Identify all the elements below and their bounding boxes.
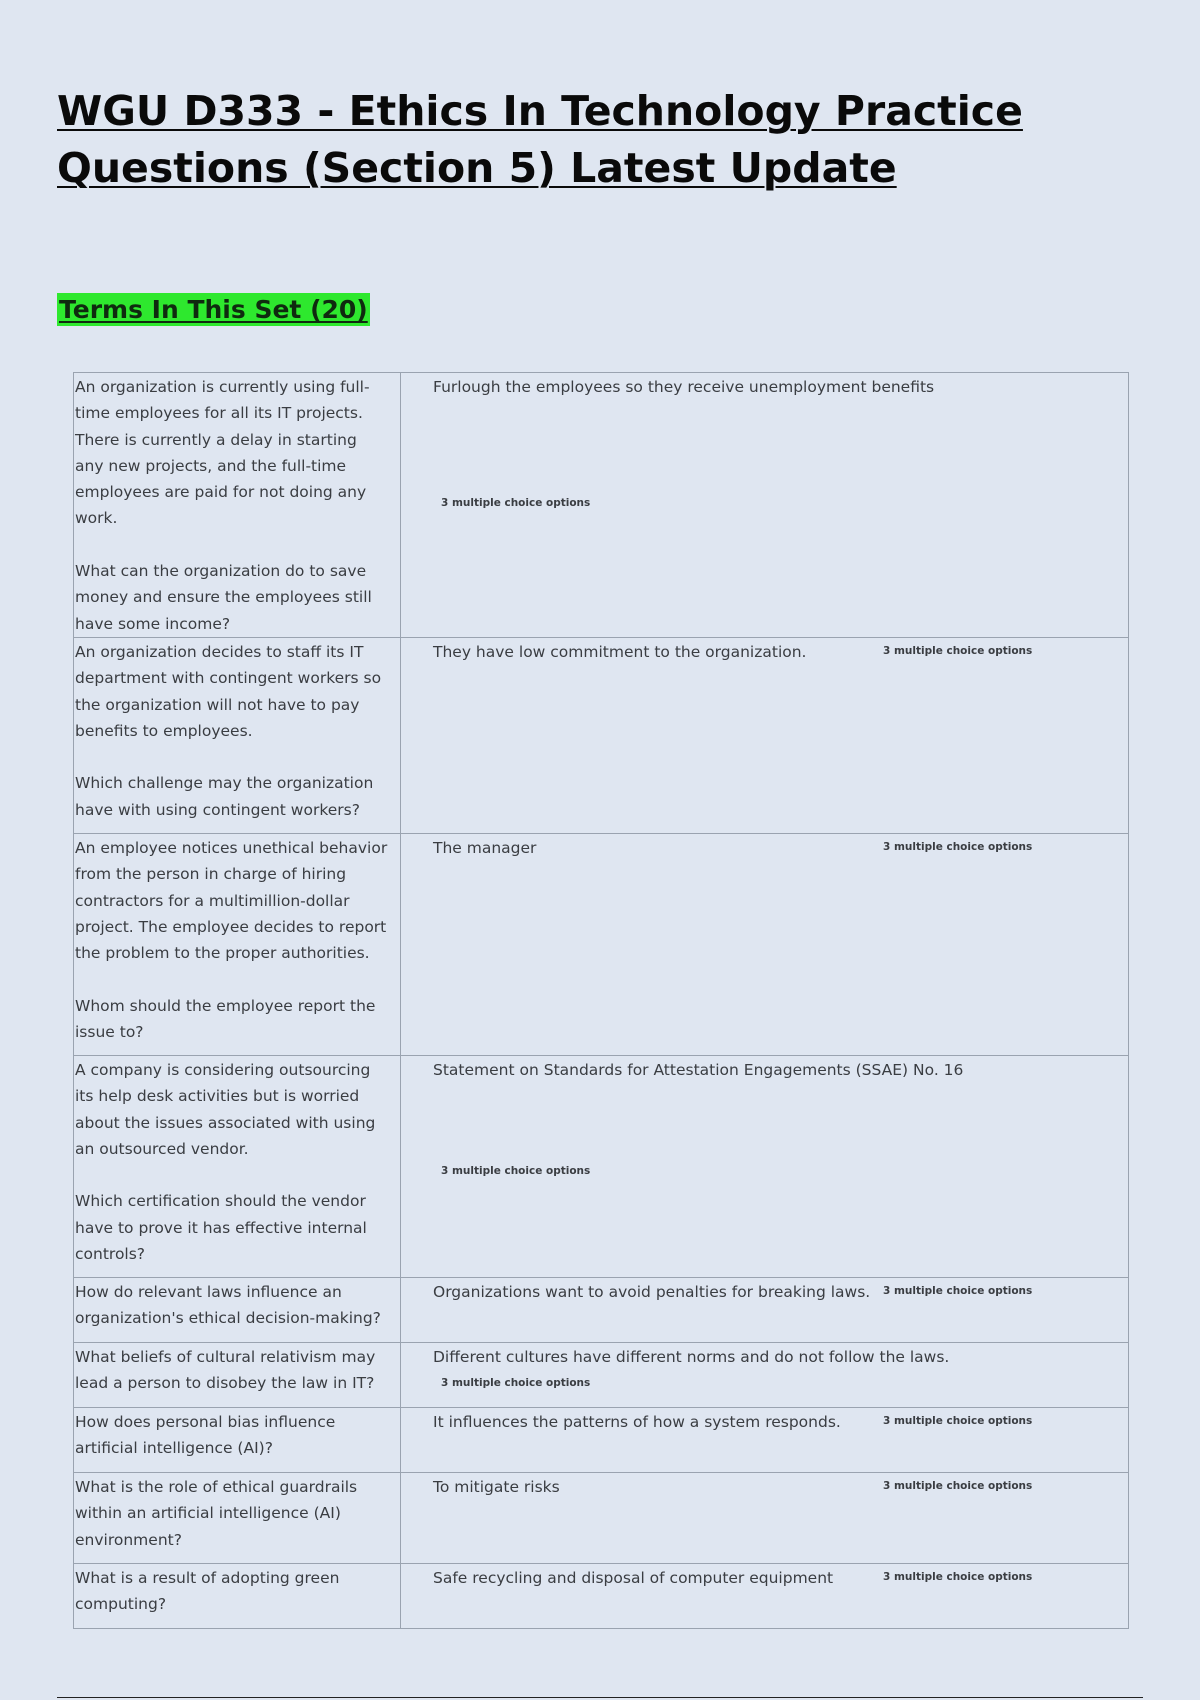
term-row: [74, 373, 1129, 638]
question-cell: [74, 1407, 401, 1472]
multiple-choice-options-label: 3 multiple choice options: [883, 1414, 1033, 1427]
document-title: WGU D333 - Ethics In Technology Practice Questions (Section 5) Latest Update: [57, 87, 1023, 192]
answer-cell: [401, 1277, 1129, 1342]
multiple-choice-options-label: 3 multiple choice options: [883, 1570, 1033, 1583]
answer-cell: [401, 1407, 1129, 1472]
multiple-choice-options-label: 3 multiple choice options: [441, 497, 591, 509]
answer-text: Organizations want to avoid penalties for breaking laws.: [433, 1282, 871, 1301]
page-divider: [57, 1697, 1143, 1698]
question-text: An organization decides to staff its IT department with contingent workers so the organization will not have to pay benefits to employees. Which challenge may the organization have with using contingent workers?: [75, 642, 382, 819]
question-cell: [74, 1277, 401, 1342]
question-text: An organization is currently using full-time employees for all its IT projects. There is currently a delay in starting any new projects, and the full-time employees are paid for not doing any work. What can the organization do to save money and ensure the employees still have some income?: [75, 378, 372, 633]
multiple-choice-options-label: 3 multiple choice options: [883, 644, 1033, 657]
answer-text: It influences the patterns of how a system responds.: [433, 1412, 841, 1431]
question-text: An employee notices unethical behavior from the person in charge of hiring contractors for a multimillion-dollar project. The employee decides to report the problem to the proper authorities. Whom should the employee report the issue to?: [75, 838, 388, 1042]
term-row: [74, 637, 1129, 833]
answer-cell: [401, 373, 1129, 638]
answer-cell: [401, 1563, 1129, 1628]
terms-table: [73, 372, 1129, 1629]
question-cell: [74, 637, 401, 833]
multiple-choice-options-label: 3 multiple choice options: [883, 1284, 1033, 1297]
question-cell: [74, 1055, 401, 1277]
question-cell: [74, 1563, 401, 1628]
answer-cell: [401, 637, 1129, 833]
question-cell: [74, 373, 401, 638]
answer-text: Safe recycling and disposal of computer equipment: [433, 1568, 834, 1587]
term-row: [74, 1277, 1129, 1342]
answer-cell: [401, 1055, 1129, 1277]
term-row: [74, 1055, 1129, 1277]
question-text: How do relevant laws influence an organization's ethical decision-making?: [75, 1282, 381, 1328]
answer-cell: [401, 833, 1129, 1055]
term-row: [74, 1472, 1129, 1563]
terms-set-heading: Terms In This Set (20): [59, 295, 368, 324]
question-cell: [74, 1342, 401, 1407]
question-text: What is a result of adopting green computing?: [75, 1568, 340, 1614]
answer-text: The manager: [433, 838, 537, 857]
term-row: [74, 1407, 1129, 1472]
term-row: [74, 833, 1129, 1055]
question-cell: [74, 1472, 401, 1563]
question-text: How does personal bias influence artificial intelligence (AI)?: [75, 1412, 336, 1458]
answer-text: Furlough the employees so they receive unemployment benefits: [433, 378, 935, 396]
multiple-choice-options-label: 3 multiple choice options: [883, 1479, 1033, 1492]
question-text: What is the role of ethical guardrails within an artificial intelligence (AI) environment?: [75, 1477, 358, 1549]
question-text: A company is considering outsourcing its help desk activities but is worried about the issues associated with using an outsourced vendor. Which certification should the vendor have to prove it has effective internal controls?: [75, 1060, 376, 1264]
answer-text: Different cultures have different norms and do not follow the laws.: [433, 1347, 950, 1366]
multiple-choice-options-label: 3 multiple choice options: [883, 840, 1033, 853]
question-cell: [74, 833, 401, 1055]
answer-text: To mitigate risks: [433, 1477, 560, 1496]
term-row: [74, 1342, 1129, 1407]
answer-cell: [401, 1342, 1129, 1407]
answer-cell: [401, 1472, 1129, 1563]
answer-text: Statement on Standards for Attestation Engagements (SSAE) No. 16: [433, 1060, 964, 1079]
answer-text: They have low commitment to the organization.: [433, 642, 807, 661]
term-row: [74, 1563, 1129, 1628]
multiple-choice-options-label: 3 multiple choice options: [441, 1376, 591, 1389]
question-text: What beliefs of cultural relativism may lead a person to disobey the law in IT?: [75, 1347, 376, 1393]
multiple-choice-options-label: 3 multiple choice options: [441, 1164, 591, 1177]
